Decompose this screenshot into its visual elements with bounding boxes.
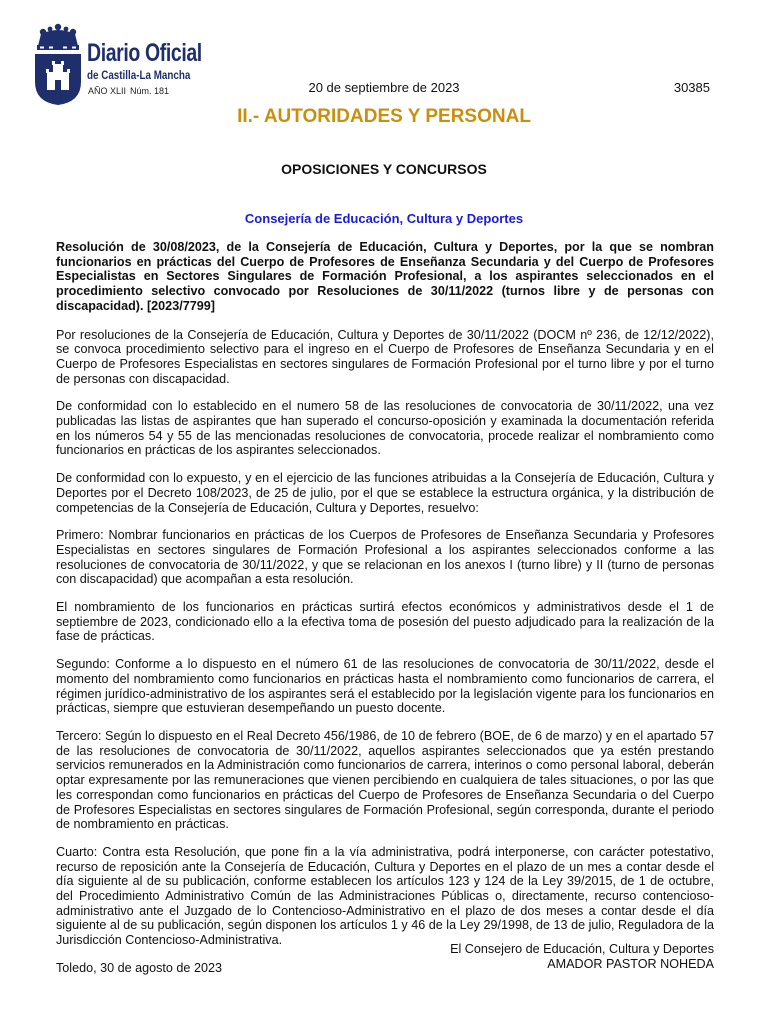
paragraph-1: Por resoluciones de la Consejería de Educación, Cultura y Deportes de 30/11/2022 (DOCM nº 236, de 12/12/2022), se convoca procedimiento selectivo para el ingreso en el Cuerpo de Profesores de Enseñanza Secundaria y en el Cuerpo de Profesores Especialistas en sectores singulares de Formación Profesional por el turno libre y por el turno de personas con discapacidad. xyxy=(56,327,714,386)
paragraph-2: De conformidad con lo establecido en el numero 58 de las resoluciones de convocatoria de 30/11/2022, una vez publicadas las listas de aspirantes que han superado el concurso-oposición y examinada la documentación referida en los números 54 y 55 de las mencionadas resoluciones de convocatoria, procede realizar el nombramiento como funcionarios en prácticas de los aspirantes seleccionados. xyxy=(56,399,714,458)
subsection-title: OPOSICIONES Y CONCURSOS xyxy=(281,161,487,177)
issue-number: Núm. 181 xyxy=(130,86,170,96)
signatory-name: AMADOR PASTOR NOHEDA xyxy=(547,956,714,971)
paragraph-primero: Primero: Nombrar funcionarios en prácticas de los Cuerpos de Profesores de Enseñanza Secundaria y Profesores Especialistas en sectores singulares de Formación Profesional a los aspirantes seleccionados conforme a las resoluciones de convocatoria de 30/11/2022, y que se relacionan en los anexos I (turno libre) y II (turno de personas con discapacidad) que acompañan a esta resolución. xyxy=(56,528,714,587)
signature-block xyxy=(450,942,714,971)
paragraph-segundo: Segundo: Conforme a lo dispuesto en el número 61 de las resoluciones de convocatoria de 30/11/2022, desde el momento del nombramiento como funcionarios en prácticas hasta el nombramiento como funcionarios de carrera, el régimen jurídico-administrativo de los aspirantes será el establecido por la legislación vigente para los funcionarios en prácticas, siempre que estuvieran desempeñando un puesto docente. xyxy=(56,657,714,716)
brand-title: Diario Oficial xyxy=(87,39,202,67)
publication-date: 20 de septiembre de 2023 xyxy=(308,80,460,95)
resolution-title: Resolución de 30/08/2023, de la Consejería de Educación, Cultura y Deportes, por la que se nombran funcionarios en prácticas del Cuerpo de Profesores de Enseñanza Secundaria y del Cuerpo de Profesores Especialistas en Sectores Singulares de Formación Profesional, a los aspirantes seleccionados en el procedimiento selectivo convocado por Resoluciones de 30/11/2022 (turnos libre y de personas con discapacidad). [2023/7799] xyxy=(56,240,714,313)
paragraph-tercero: Tercero: Según lo dispuesto en el Real Decreto 456/1986, de 10 de febrero (BOE, de 6 de marzo) y en el apartado 57 de las resoluciones de convocatoria de 30/11/2022, aquellos aspirantes seleccionados que ya estén prestando servicios remunerados en la Administración como funcionarios de carrera, interinos o como personal laboral, deberán optar expresamente por las remuneraciones que vienen percibiendo en cualquiera de tales situaciones, o por las que les correspondan como funcionarios en prácticas del Cuerpo de Profesores de Enseñanza Secundaria o del Cuerpo de Profesores Especialistas en sectores singulares de Formación Profesional, según corresponda, durante el periodo de nombramiento en prácticas. xyxy=(56,728,714,832)
document-body xyxy=(56,240,714,976)
signatory-role: El Consejero de Educación, Cultura y Deportes xyxy=(450,942,714,956)
paragraph-5: El nombramiento de los funcionarios en prácticas surtirá efectos económicos y administrativos desde el 1 de septiembre de 2023, condicionado ello a la efectiva toma de posesión del puesto adjudicado para la realización de la fase de prácticas. xyxy=(56,600,714,644)
place-and-date: Toledo, 30 de agosto de 2023 xyxy=(56,960,222,975)
issue-year: AÑO XLII xyxy=(88,86,127,96)
department-name: Consejería de Educación, Cultura y Deportes xyxy=(244,211,524,226)
page-number: 30385 xyxy=(673,80,710,95)
brand-subtitle: de Castilla-La Mancha xyxy=(87,68,191,82)
paragraph-3: De conformidad con lo expuesto, y en el ejercicio de las funciones atribuidas a la Consejería de Educación, Cultura y Deportes por el Decreto 108/2023, de 25 de julio, por el que se establece la estructura orgánica, y la distribución de competencias de la Consejería de Educación, Cultura y Deportes, resuelvo: xyxy=(56,471,714,515)
paragraph-cuarto: Cuarto: Contra esta Resolución, que pone fin a la vía administrativa, podrá interponerse, con carácter potestativo, recurso de reposición ante la Consejería de Educación, Cultura y Deportes en el plazo de un mes a contar desde el día siguiente al de su publicación, conforme establecen los artículos 123 y 124 de la Ley 39/2015, de 1 de octubre, del Procedimiento Administrativo Común de las Administraciones Públicas o, directamente, recurso contencioso-administrativo ante el Juzgado de lo Contencioso-Administrativo en el plazo de dos meses a contar desde el día siguiente al de su publicación, según disponen los artículos 1 y 46 de la Ley 29/1998, de 13 de julio, Reguladora de la Jurisdicción Contencioso-Administrativa. xyxy=(56,844,714,948)
section-title: II.- AUTORIDADES Y PERSONAL xyxy=(237,106,531,127)
